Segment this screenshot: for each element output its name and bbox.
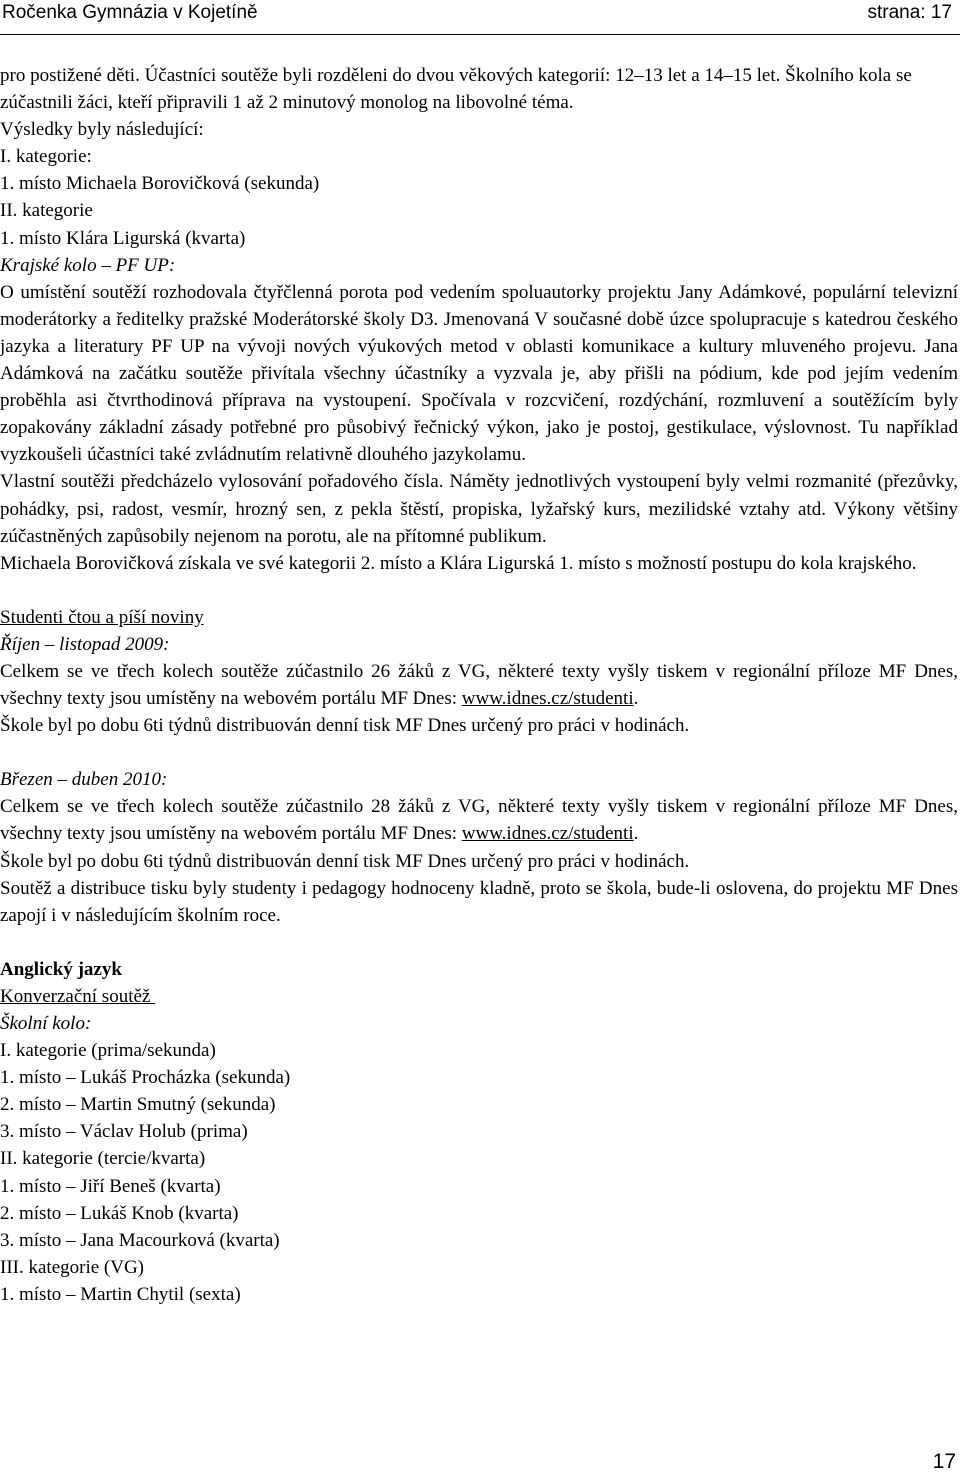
newspaper-section-title: Studenti čtou a píší noviny bbox=[0, 606, 204, 628]
spacer bbox=[0, 929, 958, 956]
category-2-winner: 1. místo Klára Ligurská (kvarta) bbox=[0, 227, 246, 249]
page-number: 17 bbox=[932, 1450, 956, 1473]
period-1-distribution: Škole byl po dobu 6ti týdnů distribuován denní tisk MF Dnes určený pro práci v hodinách. bbox=[0, 715, 690, 737]
page-header bbox=[0, 0, 960, 40]
idnes-link-2[interactable]: www.idnes.cz/studenti bbox=[461, 823, 634, 845]
period-2-text: Celkem se ve třech kolech soutěže zúčastnilo 28 žáků z VG, některé texty vyšly tiskem v regionální příloze MF Dnes, všechny texty jsou umístěny na webovém portálu MF Dnes: bbox=[0, 796, 958, 845]
category-1-winner: 1. místo Michaela Borovičková (sekunda) bbox=[0, 173, 320, 195]
period-2-paragraph bbox=[0, 793, 958, 847]
spacer bbox=[0, 739, 958, 766]
result-line: 1. místo – Martin Chytil (sexta) bbox=[0, 1283, 241, 1305]
result-line: III. kategorie (VG) bbox=[0, 1256, 145, 1278]
category-2-label: II. kategorie bbox=[0, 200, 93, 222]
school-round-heading: Školní kolo: bbox=[0, 1013, 92, 1034]
period-2-evaluation: Soutěž a distribuce tisku byly studenty i pedagogy hodnoceny kladně, proto se škola, bude-li oslovena, do projektu MF Dnes zapojí i v následujícím školním roce. bbox=[0, 877, 958, 926]
page-body bbox=[0, 62, 958, 1308]
idnes-link-1[interactable]: www.idnes.cz/studenti bbox=[461, 688, 634, 710]
period-2-heading: Březen – duben 2010: bbox=[0, 769, 168, 791]
intro-paragraph: pro postižené děti. Účastníci soutěže byli rozděleni do dvou věkových kategorií: 12–13 let a 14–15 let. Školního kola se zúčastnili žáci, kteří připravili 1 až 2 minutový monolog na libovolné téma. bbox=[0, 65, 912, 114]
regional-paragraph-2: Vlastní soutěži předcházelo vylosování pořadového čísla. Náměty jednotlivých vystoupení byly velmi rozmanité (přezůvky, pohádky, psi, radost, vesmír, hrozný sen, z pekla štěstí, propiska, lyžařský kurs, mezilidské vztahy atd. Výkony většiny zúčastněných zapůsobily nejenom na porotu, ale na přítomné publikum. bbox=[0, 471, 958, 547]
result-line: I. kategorie (prima/sekunda) bbox=[0, 1040, 216, 1062]
regional-round-heading: Krajské kolo – PF UP: bbox=[0, 254, 176, 276]
header-page-label: strana: 17 bbox=[867, 2, 952, 23]
category-1-label: I. kategorie: bbox=[0, 146, 92, 168]
result-line: 3. místo – Václav Holub (prima) bbox=[0, 1121, 248, 1143]
result-line: 1. místo – Lukáš Procházka (sekunda) bbox=[0, 1067, 291, 1089]
regional-paragraph-3: Michaela Borovičková získala ve své kategorii 2. místo a Klára Ligurská 1. místo s možností postupu do kola krajského. bbox=[0, 552, 917, 574]
result-line: 2. místo – Lukáš Knob (kvarta) bbox=[0, 1202, 239, 1224]
header-rule bbox=[0, 34, 960, 35]
period-1-paragraph bbox=[0, 658, 958, 712]
regional-paragraph-1: O umístění soutěží rozhodovala čtyřčlenná porota pod vedením spoluautorky projektu Jany Adámkové, populární televizní moderátorky a ředitelky pražské Moderátorské školy D3. Jmenovaná V současné době úzce spolupracuje s katedrou českého jazyka a literatury PF UP na vývoji nových výukových metod v oblasti komunikace a kultury mluveného projevu. Jana Adámková na začátku soutěže přivítala všechny účastníky a vyzvala je, aby přišli na pódium, kde pod jejím vedením proběhla asi čtvrthodinová příprava na vystoupení. Spočívala v rozcvičení, rozdýchání, rozmluvení a soutěžícím byly zopakovány základní zásady potřebné pro působivý řečnický výkon, jako je postoj, gestikulace, výslovnost. Tu například vyzkoušeli účastníci také zvládnutím relativně dlouhého jazykolamu. bbox=[0, 281, 958, 466]
spacer bbox=[0, 577, 958, 604]
period-2-period: . bbox=[633, 823, 639, 845]
results-intro: Výsledky byly následující: bbox=[0, 119, 204, 141]
period-1-heading: Říjen – listopad 2009: bbox=[0, 633, 170, 655]
period-2-distribution: Škole byl po dobu 6ti týdnů distribuován denní tisk MF Dnes určený pro práci v hodinách. bbox=[0, 850, 690, 872]
english-section-title: Anglický jazyk bbox=[0, 958, 122, 980]
header-title: Ročenka Gymnázia v Kojetíně bbox=[2, 2, 258, 23]
result-line: 3. místo – Jana Macourková (kvarta) bbox=[0, 1229, 280, 1251]
result-line: II. kategorie (tercie/kvarta) bbox=[0, 1148, 206, 1170]
result-line: 2. místo – Martin Smutný (sekunda) bbox=[0, 1094, 276, 1116]
period-1-text: Celkem se ve třech kolech soutěže zúčastnilo 26 žáků z VG, některé texty vyšly tiskem v regionální příloze MF Dnes, všechny texty jsou umístěny na webovém portálu MF Dnes: bbox=[0, 660, 958, 710]
period-1-period: . bbox=[633, 688, 639, 710]
result-line: 1. místo – Jiří Beneš (kvarta) bbox=[0, 1175, 221, 1197]
conversation-contest-title: Konverzační soutěž bbox=[0, 985, 156, 1007]
